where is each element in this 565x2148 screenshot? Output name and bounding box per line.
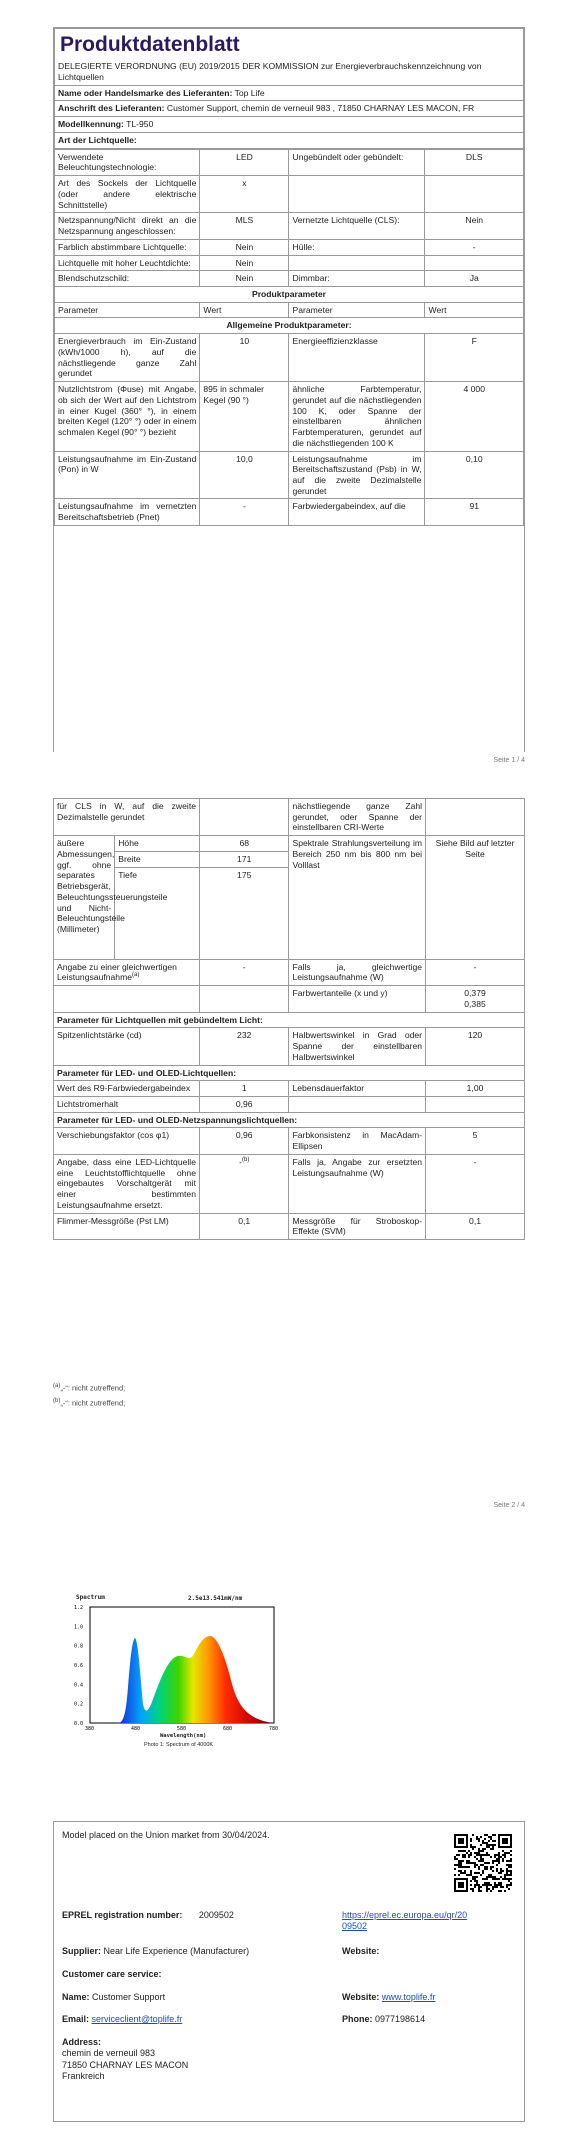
param-value: F — [425, 334, 524, 382]
supplier-name-value: Top Life — [234, 87, 265, 98]
type-label: Farblich abstimmbare Lichtquelle: — [55, 239, 200, 255]
peak-intensity-value: 232 — [199, 1028, 288, 1065]
param-row — [55, 382, 524, 451]
type-label: Dimmbar: — [289, 271, 425, 287]
general-params-heading: Allgemeine Produktparameter: — [55, 318, 524, 334]
type-value: DLS — [425, 149, 524, 175]
replacement-value: - — [239, 1156, 242, 1167]
params-table-continued — [53, 798, 525, 1240]
param-row — [54, 986, 525, 1012]
market-date: Model placed on the Union market from 30/04/2024. — [62, 1830, 270, 1840]
param-row — [54, 1128, 525, 1154]
param-label: Leistungsaufnahme im vernetzten Bereitschaftsbetrieb (Pnet) — [55, 499, 200, 525]
footnote-mark: (a) — [53, 1383, 61, 1389]
col-header-param: Parameter — [289, 302, 425, 318]
param-row — [55, 499, 524, 525]
mains-params-heading: Parameter für LED- und OLED-Netzspannungslichtquellen: — [54, 1112, 525, 1128]
beam-angle-value: 120 — [426, 1028, 525, 1065]
beam-angle-label: Halbwertswinkel in Grad oder Spanne der einstellbaren Halbwertswinkel — [289, 1028, 426, 1065]
light-source-type-heading: Art der Lichtquelle: — [55, 132, 524, 148]
supplier-name-row — [55, 85, 524, 101]
equiv-power-label: Falls ja, gleichwertige Leistungsaufnahme (W) — [289, 959, 426, 985]
contact-email-link[interactable]: serviceclient@toplife.fr — [91, 2014, 183, 2024]
supplier-address-value: Customer Support, chemin de verneuil 983 , 71850 CHARNAY LES MACON, FR — [166, 103, 475, 114]
supplier-label: Supplier: — [62, 1946, 102, 1956]
product-params-heading: Produktparameter — [55, 287, 524, 303]
dimension-name: Tiefe — [115, 867, 200, 959]
supplier-address-row — [55, 101, 524, 117]
footnote-ref: (a) — [132, 972, 140, 979]
eprel-reg-label: EPREL registration number: — [62, 1910, 183, 1920]
contact-email-row — [62, 2014, 182, 2025]
param-label: Leistungsaufnahme im Bereitschaftszustand (Psb) in W, auf die zweite Dezimalstelle gerundet — [289, 451, 425, 499]
type-label: Netzspannung/Nicht direkt an die Netzspannung angeschlossen: — [55, 213, 200, 239]
contact-name-value: Customer Support — [92, 1992, 166, 2002]
spectrum-caption: Photo 1: Spectrum of 4000K — [144, 1742, 214, 1748]
eprel-link[interactable]: https://eprel.ec.europa.eu/qr/2009502 — [342, 1910, 468, 1932]
y-tick-label: 1.2 — [74, 1605, 84, 1611]
address-line: 71850 CHARNAY LES MACON — [62, 2059, 189, 2070]
footnote-text: „-“: nicht zutreffend; — [60, 1398, 126, 1408]
spectrum-xlabel: Wavelength(nm) — [160, 1733, 207, 1739]
qr-code-image — [454, 1834, 512, 1892]
type-value — [425, 176, 524, 213]
param-label: Energieeffizienzklasse — [289, 334, 425, 382]
led-params-heading: Parameter für LED- und OLED-Lichtquellen: — [54, 1065, 525, 1081]
replaced-power-value: - — [426, 1154, 525, 1213]
dimension-value: 175 — [199, 867, 288, 959]
x-tick-label: 580 — [177, 1726, 187, 1732]
column-header-row — [55, 302, 524, 318]
footnote-a — [53, 1383, 125, 1393]
type-row — [55, 239, 524, 255]
regulation-subtitle: DELEGIERTE VERORDNUNG (EU) 2019/2015 DER KOMMISSION zur Energieverbrauchskennzeichnung von Lichtquellen — [55, 59, 524, 85]
footnote-text: „-“: nicht zutreffend; — [60, 1383, 126, 1393]
page-number: Seite 2 / 4 — [493, 1502, 525, 1509]
type-row — [55, 255, 524, 271]
param-value: - — [200, 499, 289, 525]
colour-consistency-value: 5 — [426, 1128, 525, 1154]
supplier-address-label: Anschrift des Lieferanten: — [58, 103, 165, 114]
type-row — [55, 149, 524, 175]
supplier-row — [62, 1946, 249, 1957]
contact-website-link[interactable]: www.toplife.fr — [381, 1992, 436, 2002]
param-row — [54, 1213, 525, 1239]
spectrum-header-text: 2.5e13.541mW/nm — [188, 1595, 243, 1602]
type-label: Art des Sockels der Lichtquelle (oder andere elektrische Schnittstelle) — [55, 176, 200, 213]
replacement-label: Angabe, dass eine LED-Lichtquelle eine Leuchtstofflichtquelle ohne eingebautes Vorschaltgerät mit einer bestimmten Leistungsaufnahme ersetzt. — [54, 1154, 200, 1213]
dimension-value: 68 — [199, 836, 288, 852]
contact-phone-value: 0977198614 — [375, 2014, 426, 2024]
type-value: Nein — [200, 271, 289, 287]
eprel-reg-value: 2009502 — [198, 1910, 234, 1920]
contact-email-label: Email: — [62, 2014, 90, 2024]
x-tick-label: 380 — [85, 1726, 95, 1732]
param-value: 895 in schmaler Kegel (90 °) — [200, 382, 289, 451]
survival-factor-label: Lebensdauerfaktor — [289, 1081, 426, 1097]
param-row — [55, 334, 524, 382]
type-value — [425, 255, 524, 271]
supplier-value: Near Life Experience (Manufacturer) — [103, 1946, 250, 1956]
x-tick-label: 780 — [269, 1726, 279, 1732]
address-line: chemin de verneuil 983 — [62, 2048, 156, 2059]
param-label: Leistungsaufnahme im Ein-Zustand (Pon) in W — [55, 451, 200, 499]
flicker-label: Flimmer-Messgröße (Pst LM) — [54, 1213, 200, 1239]
type-label: Hülle: — [289, 239, 425, 255]
param-row — [54, 1028, 525, 1065]
y-tick-label: 0.8 — [74, 1643, 84, 1650]
spectrum-figure — [68, 1592, 292, 1752]
contact-phone-row — [342, 2014, 425, 2025]
param-row — [55, 451, 524, 499]
r9-value: 1 — [199, 1081, 288, 1097]
equiv-label: Angabe zu einer gleichwertigen Leistungsaufnahme — [57, 961, 177, 983]
eprel-info-box — [53, 1821, 525, 2122]
type-value: Nein — [200, 255, 289, 271]
contact-name-label: Name: — [62, 1992, 90, 2002]
y-tick-label: 0.6 — [74, 1663, 84, 1669]
spectral-value: Siehe Bild auf letzter Seite — [426, 836, 525, 959]
contact-address-label: Address: — [62, 2037, 102, 2047]
type-label — [289, 255, 425, 271]
equiv-power-value: - — [426, 959, 525, 985]
spectrum-ylabel: Spectrum — [76, 1594, 105, 1601]
dimension-value: 171 — [199, 851, 288, 867]
chromaticity-label: Farbwertanteile (x und y) — [289, 986, 426, 1012]
dims-row — [54, 836, 525, 852]
contact-phone-label: Phone: — [342, 2014, 373, 2024]
type-label — [289, 176, 425, 213]
replaced-power-label: Falls ja, Angabe zur ersetzten Leistungsaufnahme (W) — [289, 1154, 426, 1213]
lumen-maintenance-label: Lichtstromerhalt — [54, 1097, 200, 1113]
x-tick-label: 680 — [223, 1726, 233, 1732]
footnote-mark: (b) — [53, 1398, 61, 1404]
contact-website-label: Website: — [342, 1992, 380, 2002]
type-row — [55, 213, 524, 239]
flicker-value: 0,1 — [199, 1213, 288, 1239]
type-value: Ja — [425, 271, 524, 287]
model-label: Modellkennung: — [58, 119, 124, 130]
lumen-maintenance-value: 0,96 — [199, 1097, 288, 1113]
type-value: Nein — [200, 239, 289, 255]
spectral-label: Spektrale Strahlungsverteilung im Bereich 250 nm bis 800 nm bei Volllast — [289, 836, 426, 959]
type-label: Lichtquelle mit hoher Leuchtdichte: — [55, 255, 200, 271]
address-line: Frankreich — [62, 2070, 105, 2081]
param-label: Farbwiedergabeindex, auf die — [289, 499, 425, 525]
chromaticity-y: 0,385 — [464, 998, 486, 1009]
y-tick-label: 0.4 — [74, 1682, 84, 1689]
footnote-b — [53, 1398, 125, 1408]
type-row — [55, 271, 524, 287]
param-value: 0,10 — [425, 451, 524, 499]
y-tick-label: 0.0 — [74, 1721, 84, 1727]
page-number: Seite 1 / 4 — [493, 757, 525, 764]
param-row — [54, 799, 525, 836]
param-label: Energieverbrauch im Ein-Zustand (kWh/1000 h), auf die nächstliegende ganze Zahl gerundet — [55, 334, 200, 382]
type-label: Vernetzte Lichtquelle (CLS): — [289, 213, 425, 239]
model-value: TL-950 — [126, 119, 154, 130]
type-label: Ungebündelt oder gebündelt: — [289, 149, 425, 175]
dimensions-label: äußere Abmessungen, ggf. ohne separates Betriebsgerät, Beleuchtungssteuerungsteile und Nicht-Beleuchtungsteile (Millimeter) — [54, 836, 115, 959]
power-factor-value: 0,96 — [199, 1128, 288, 1154]
contact-website-row — [342, 1992, 435, 2003]
param-row — [54, 1081, 525, 1097]
datasheet-page-2 — [53, 798, 525, 1240]
param-row — [54, 1097, 525, 1113]
dimension-name: Höhe — [115, 836, 200, 852]
stroboscopic-label: Messgröße für Stroboskop-Effekte (SVM) — [289, 1213, 426, 1239]
param-label: für CLS in W, auf die zweite Dezimalstelle gerundet — [54, 799, 200, 836]
type-row — [55, 176, 524, 213]
param-value: 4 000 — [425, 382, 524, 451]
contact-name-row — [62, 1992, 165, 2003]
type-value: Nein — [425, 213, 524, 239]
type-value: x — [200, 176, 289, 213]
footnote-ref: (b) — [241, 1157, 250, 1164]
type-label: Verwendete Beleuchtungstechnologie: — [55, 149, 200, 175]
type-value: - — [425, 239, 524, 255]
equiv-value: - — [199, 959, 288, 985]
param-label: Nutzlichtstrom (Φuse) mit Angabe, ob sich der Wert auf den Lichtstrom in einer Kugel (360° °), in einem breiten Kegel (120° °) oder in einem schmalen Kegel (90° °) bezieht — [55, 382, 200, 451]
param-value: 10,0 — [200, 451, 289, 499]
chromaticity-x: 0,379 — [464, 988, 486, 999]
param-label: nächstliegende ganze Zahl gerundet, oder Spanne der einstellbaren CRI-Werte — [289, 799, 426, 836]
customer-care-heading: Customer care service: — [62, 1969, 162, 1979]
peak-intensity-label: Spitzenlichtstärke (cd) — [54, 1028, 200, 1065]
param-row — [54, 1154, 525, 1213]
param-label: ähnliche Farbtemperatur, gerundet auf die nächstliegenden 100 K, oder Spanne der einstellbaren ähnlichen Farbtemperaturen, gerundet auf die nächstliegenden 100 K — [289, 382, 425, 451]
contact-address-block — [62, 2037, 188, 2082]
header-table — [54, 28, 524, 149]
page-title: Produktdatenblatt — [55, 29, 524, 60]
x-tick-label: 480 — [131, 1726, 141, 1732]
y-tick-label: 0.2 — [74, 1701, 84, 1708]
model-row — [55, 117, 524, 133]
stroboscopic-value: 0,1 — [426, 1213, 525, 1239]
col-header-value: Wert — [200, 302, 289, 318]
dimension-name: Breite — [115, 851, 200, 867]
col-header-param: Parameter — [55, 302, 200, 318]
power-factor-label: Verschiebungsfaktor (cos φ1) — [54, 1128, 200, 1154]
param-value: 91 — [425, 499, 524, 525]
website-label: Website: — [342, 1946, 380, 1956]
survival-factor-value: 1,00 — [426, 1081, 525, 1097]
type-label: Blendschutzschild: — [55, 271, 200, 287]
directional-heading: Parameter für Lichtquellen mit gebündeltem Licht: — [54, 1012, 525, 1028]
eprel-reg-row — [62, 1910, 234, 1921]
colour-consistency-label: Farbkonsistenz in MacAdam-Ellipsen — [289, 1128, 426, 1154]
supplier-name-label: Name oder Handelsmarke des Lieferanten: — [58, 87, 233, 98]
param-value: 10 — [200, 334, 289, 382]
spectrum-image — [68, 1592, 292, 1752]
col-header-value: Wert — [425, 302, 524, 318]
y-tick-label: 1.0 — [74, 1624, 84, 1631]
type-table — [54, 149, 524, 526]
type-value: MLS — [200, 213, 289, 239]
param-row — [54, 959, 525, 985]
datasheet-page-1 — [53, 27, 525, 752]
r9-label: Wert des R9-Farbwiedergabeindex — [54, 1081, 200, 1097]
type-value: LED — [200, 149, 289, 175]
